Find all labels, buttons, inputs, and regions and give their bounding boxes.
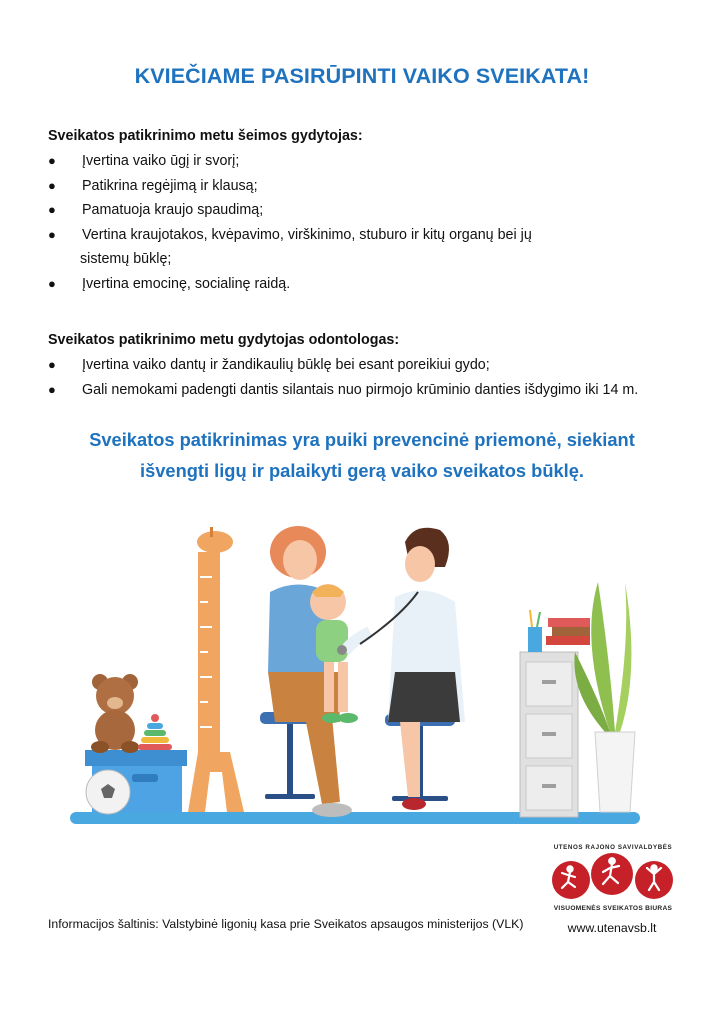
bullet-icon: ●	[48, 153, 56, 168]
dentist-list	[48, 353, 688, 402]
list-item: ● Įvertina vaiko dantų ir žandikaulių būklę bei esant poreikiui gydo;	[48, 353, 688, 378]
website-link[interactable]: www.utenavsb.lt	[567, 921, 657, 935]
svg-text:VISUOMENĖS SVEIKATOS BIURAS: VISUOMENĖS SVEIKATOS BIURAS	[553, 905, 673, 912]
bullet-icon: ●	[48, 275, 56, 291]
family-doctor-heading: Sveikatos patikrinimo metu šeimos gydytojas:	[48, 128, 363, 144]
potted-plant	[574, 582, 635, 812]
list-item: ● Įvertina emocinę, socialinę raidą.	[48, 272, 688, 297]
list-item: ● Pamatuoja kraujo spaudimą;	[48, 198, 688, 223]
source-note: Informacijos šaltinis: Valstybinė ligonių kasa prie Sveikatos apsaugos ministerijos (VLK)	[48, 917, 524, 931]
filing-cabinet	[520, 652, 578, 817]
prevention-message: Sveikatos patikrinimas yra puiki prevencinė priemonė, siekiant išvengti ligų ir palaikyti gerą vaiko sveikatos būklę.	[89, 429, 635, 481]
list-item: ● Patikrina regėjimą ir klausą;	[48, 174, 688, 199]
soccer-ball	[86, 770, 130, 814]
bullet-icon: ●	[48, 381, 56, 397]
bullet-icon: ●	[48, 202, 56, 217]
giraffe-height-chart	[188, 527, 244, 812]
list-item: ● Vertina kraujotakos, kvėpavimo, virškinimo, stuburo ir kitų organų bei jų sistemų būklę;	[48, 223, 688, 272]
visuomenes-sveikatos-biuras-logo	[548, 842, 678, 914]
dentist-heading: Sveikatos patikrinimo metu gydytojas odontologas:	[48, 332, 400, 348]
list-item: ● Įvertina vaiko ūgį ir svorį;	[48, 149, 688, 174]
family-doctor-list	[48, 149, 688, 296]
books-stack	[528, 610, 590, 652]
teddy-bear	[91, 674, 139, 753]
svg-text:UTENOS RAJONO SAVIVALDYBĖS: UTENOS RAJONO SAVIVALDYBĖS	[553, 844, 673, 851]
bullet-icon: ●	[48, 357, 56, 372]
list-item: ● Gali nemokami padengti dantis silantais nuo pirmojo krūminio danties išdygimo iki 14 m.	[48, 378, 688, 403]
bullet-icon: ●	[48, 177, 56, 193]
bullet-icon: ●	[48, 226, 56, 242]
doctor-figure	[337, 528, 465, 810]
ring-stacker-toy	[138, 714, 172, 750]
page-title: KVIEČIAME PASIRŪPINTI VAIKO SVEIKATA!	[134, 64, 590, 88]
doctor-visit-illustration	[70, 522, 640, 840]
